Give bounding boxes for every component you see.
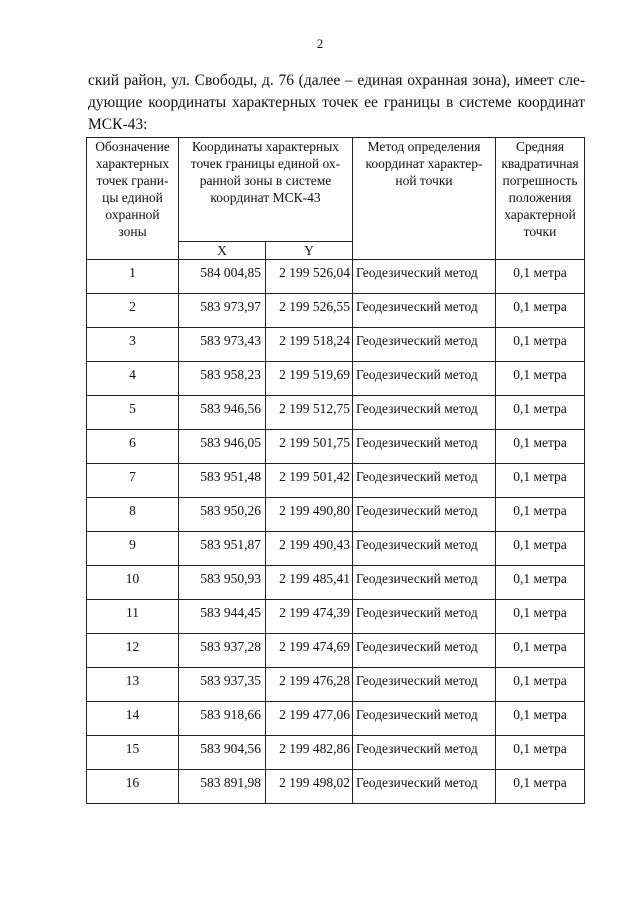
table-row: [87, 702, 585, 736]
cell-method: Геодезический метод: [353, 736, 496, 770]
cell-point-number: 8: [87, 498, 179, 532]
cell-error: 0,1 метра: [496, 464, 585, 498]
cell-y: 2 199 474,39: [266, 600, 353, 634]
cell-x: 583 958,23: [179, 362, 266, 396]
header-line: погрешность: [502, 173, 578, 188]
table-row: [87, 430, 585, 464]
cell-error: 0,1 метра: [496, 770, 585, 804]
cell-method: Геодезический метод: [353, 566, 496, 600]
header-line: точек границы единой ох-: [190, 156, 341, 171]
cell-error: 0,1 метра: [496, 328, 585, 362]
cell-error: 0,1 метра: [496, 566, 585, 600]
cell-x: 583 973,43: [179, 328, 266, 362]
cell-error: 0,1 метра: [496, 600, 585, 634]
cell-point-number: 7: [87, 464, 179, 498]
cell-y: 2 199 526,04: [266, 260, 353, 294]
cell-x: 583 951,87: [179, 532, 266, 566]
table-row: [87, 600, 585, 634]
cell-point-number: 3: [87, 328, 179, 362]
cell-x: 584 004,85: [179, 260, 266, 294]
header-line: положения: [508, 190, 572, 205]
cell-error: 0,1 метра: [496, 532, 585, 566]
cell-point-number: 1: [87, 260, 179, 294]
cell-x: 583 891,98: [179, 770, 266, 804]
table-row: [87, 260, 585, 294]
table-row: [87, 328, 585, 362]
header-line: характерных: [95, 156, 170, 171]
cell-error: 0,1 метра: [496, 634, 585, 668]
cell-x: 583 950,93: [179, 566, 266, 600]
cell-point-number: 10: [87, 566, 179, 600]
table-row: [87, 566, 585, 600]
cell-error: 0,1 метра: [496, 668, 585, 702]
header-coordinates: [179, 138, 353, 242]
intro-line: ский район, ул. Свободы, д. 76 (далее – единая охранная зона), имеет сле-: [88, 72, 585, 89]
cell-x: 583 973,97: [179, 294, 266, 328]
cell-y: 2 199 526,55: [266, 294, 353, 328]
header-line: координат МСК-43: [210, 190, 321, 205]
cell-method: Геодезический метод: [353, 430, 496, 464]
cell-y: 2 199 474,69: [266, 634, 353, 668]
cell-method: Геодезический метод: [353, 362, 496, 396]
cell-error: 0,1 метра: [496, 702, 585, 736]
cell-x: 583 951,48: [179, 464, 266, 498]
cell-error: 0,1 метра: [496, 498, 585, 532]
cell-point-number: 5: [87, 396, 179, 430]
header-line: Координаты характерных: [191, 139, 340, 154]
table-row: [87, 362, 585, 396]
intro-line: дующие координаты характерных точек ее границы в системе координат: [88, 94, 585, 111]
header-line: цы единой: [102, 190, 163, 205]
cell-point-number: 9: [87, 532, 179, 566]
header-method: [353, 138, 496, 260]
header-y: Y: [266, 242, 353, 260]
header-line: точки: [523, 224, 557, 239]
cell-y: 2 199 476,28: [266, 668, 353, 702]
header-line: ной точки: [395, 173, 453, 188]
cell-method: Геодезический метод: [353, 532, 496, 566]
cell-x: 583 937,28: [179, 634, 266, 668]
cell-y: 2 199 485,41: [266, 566, 353, 600]
cell-error: 0,1 метра: [496, 362, 585, 396]
cell-y: 2 199 490,80: [266, 498, 353, 532]
table-row: [87, 668, 585, 702]
table-row: [87, 294, 585, 328]
cell-y: 2 199 519,69: [266, 362, 353, 396]
header-line: Метод определения: [367, 139, 481, 154]
table-row: [87, 498, 585, 532]
cell-error: 0,1 метра: [496, 294, 585, 328]
cell-error: 0,1 метра: [496, 736, 585, 770]
table-row: [87, 532, 585, 566]
cell-method: Геодезический метод: [353, 702, 496, 736]
cell-point-number: 2: [87, 294, 179, 328]
cell-x: 583 950,26: [179, 498, 266, 532]
header-line: характерной: [504, 207, 576, 222]
cell-point-number: 6: [87, 430, 179, 464]
cell-point-number: 14: [87, 702, 179, 736]
header-line: точек грани-: [96, 173, 169, 188]
table-row: [87, 396, 585, 430]
header-x: X: [179, 242, 266, 260]
cell-method: Геодезический метод: [353, 328, 496, 362]
cell-y: 2 199 501,42: [266, 464, 353, 498]
cell-error: 0,1 метра: [496, 430, 585, 464]
cell-x: 583 937,35: [179, 668, 266, 702]
cell-error: 0,1 метра: [496, 396, 585, 430]
cell-y: 2 199 498,02: [266, 770, 353, 804]
header-line: Средняя: [515, 139, 565, 154]
cell-y: 2 199 501,75: [266, 430, 353, 464]
cell-method: Геодезический метод: [353, 464, 496, 498]
table-row: [87, 464, 585, 498]
cell-y: 2 199 512,75: [266, 396, 353, 430]
table-row: [87, 736, 585, 770]
cell-x: 583 904,56: [179, 736, 266, 770]
cell-x: 583 946,05: [179, 430, 266, 464]
cell-method: Геодезический метод: [353, 600, 496, 634]
header-line: охранной: [105, 207, 160, 222]
cell-point-number: 16: [87, 770, 179, 804]
cell-y: 2 199 518,24: [266, 328, 353, 362]
header-designation: [87, 138, 179, 260]
header-line: координат характер-: [365, 156, 483, 171]
cell-point-number: 11: [87, 600, 179, 634]
header-line: ранной зоны в системе: [199, 173, 332, 188]
cell-x: 583 944,45: [179, 600, 266, 634]
header-error: [496, 138, 585, 260]
table-row: [87, 770, 585, 804]
cell-x: 583 946,56: [179, 396, 266, 430]
cell-y: 2 199 482,86: [266, 736, 353, 770]
cell-error: 0,1 метра: [496, 260, 585, 294]
cell-x: 583 918,66: [179, 702, 266, 736]
cell-method: Геодезический метод: [353, 668, 496, 702]
cell-y: 2 199 477,06: [266, 702, 353, 736]
header-line: зоны: [118, 224, 147, 239]
cell-method: Геодезический метод: [353, 770, 496, 804]
cell-point-number: 12: [87, 634, 179, 668]
cell-point-number: 4: [87, 362, 179, 396]
cell-y: 2 199 490,43: [266, 532, 353, 566]
header-line: квадратичная: [501, 156, 579, 171]
intro-paragraph: [88, 70, 585, 136]
page-number: 2: [316, 36, 324, 51]
intro-line: МСК-43:: [88, 116, 148, 133]
cell-method: Геодезический метод: [353, 396, 496, 430]
header-line: Обозначение: [95, 139, 170, 154]
cell-point-number: 15: [87, 736, 179, 770]
table-row: [87, 634, 585, 668]
cell-point-number: 13: [87, 668, 179, 702]
cell-method: Геодезический метод: [353, 260, 496, 294]
cell-method: Геодезический метод: [353, 498, 496, 532]
cell-method: Геодезический метод: [353, 294, 496, 328]
cell-method: Геодезический метод: [353, 634, 496, 668]
coordinates-table: [86, 137, 585, 804]
